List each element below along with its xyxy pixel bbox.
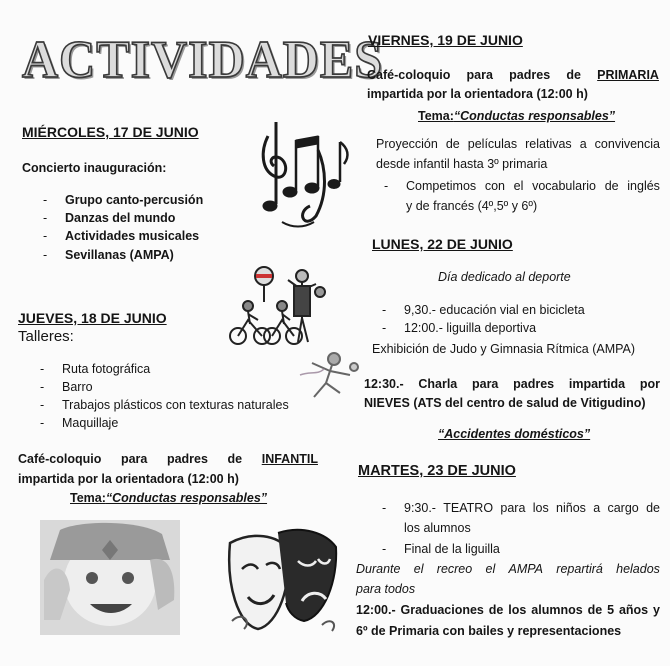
word: Graduaciones: [400, 603, 484, 617]
word: inglés: [627, 179, 660, 193]
word: padres: [513, 377, 555, 391]
tuesday-heading: MARTES, 23 DE JUNIO: [358, 463, 516, 479]
tema-label: Tema:: [418, 109, 454, 123]
graduation-line2: 6º de Primaria con bailes y representaciones: [356, 624, 622, 638]
word: Café-coloquio: [367, 68, 451, 82]
word: cargo: [607, 501, 639, 515]
theatre-masks-image: [222, 525, 342, 635]
cafe-infantil-line2: impartida por la orientadora (12:00 h): [18, 472, 239, 486]
word: - 9:30.-: [404, 501, 436, 515]
word: de: [445, 137, 460, 151]
word: años: [618, 603, 649, 617]
page-title: ACTIVIDADES: [22, 29, 384, 89]
word: el: [413, 562, 424, 576]
word: - Competimos: [406, 179, 477, 193]
word: niños: [556, 501, 586, 515]
word: 12:00.-: [356, 603, 396, 617]
word: de: [488, 603, 504, 617]
list-item: - Grupo canto-percusión: [65, 193, 203, 207]
word: los: [508, 603, 527, 617]
word: helados: [616, 562, 660, 576]
word: Café-coloquio: [18, 452, 102, 466]
projection-line2: desde infantil hasta 3º primaria: [376, 157, 548, 171]
word: el: [485, 562, 496, 576]
word: para: [500, 501, 526, 515]
cafe-level: PRIMARIA: [597, 68, 659, 82]
cafe-infantil-line1: [18, 452, 318, 466]
word: Durante: [356, 562, 401, 576]
word: para: [120, 452, 148, 466]
gymnast-image: [296, 345, 362, 407]
monday-subtitle: Día dedicado al deporte: [438, 270, 571, 284]
word: a: [579, 137, 587, 151]
cafe-level: INFANTIL: [261, 452, 318, 466]
word: de: [604, 179, 619, 193]
thursday-intro: Talleres:: [18, 328, 74, 345]
word: vocabulario: [532, 179, 597, 193]
wednesday-intro: Concierto inauguración:: [22, 161, 167, 175]
tema-primaria: [418, 109, 615, 123]
tema-infantil: [70, 491, 267, 505]
theatre-line1: [404, 501, 660, 515]
list-item: - 9,30.- educación vial en bicicleta: [404, 303, 585, 317]
tuesday-note-line2: para todos: [356, 582, 416, 596]
word: de: [566, 68, 581, 82]
cafe-primaria-line1: [367, 68, 659, 82]
word: de: [646, 501, 660, 515]
monday-talk-line2: NIEVES (ATS del centro de salud de Vitigudino): [364, 396, 646, 410]
list-item: - Trabajos plásticos con texturas naturales: [62, 398, 289, 412]
monday-talk-line1: [364, 377, 660, 391]
word: con: [484, 179, 505, 193]
word: AMPA: [508, 562, 544, 576]
word: padres: [509, 68, 551, 82]
graduation-line1: [356, 603, 660, 617]
word: para: [471, 377, 499, 391]
list-item: - Ruta fotográfica: [62, 362, 150, 376]
cafe-primaria-line2: impartida por la orientadora (12:00 h): [367, 87, 588, 101]
thursday-heading: JUEVES, 18 DE JUNIO: [18, 310, 167, 326]
word: de: [227, 452, 243, 466]
wednesday-heading: MIÉRCOLES, 17 DE JUNIO: [22, 124, 199, 140]
word: el: [513, 179, 524, 193]
word: TEATRO: [443, 501, 494, 515]
word: repartirá: [556, 562, 603, 576]
word: convivencia: [594, 137, 660, 151]
projection-line1: [376, 137, 660, 151]
word: impartida: [568, 377, 626, 391]
theatre-line2: los alumnos: [404, 521, 471, 535]
list-item: - Sevillanas (AMPA): [65, 248, 174, 262]
list-item: - Maquillaje: [62, 416, 118, 430]
road-safety-image: [228, 262, 328, 352]
list-item: - Final de la liguilla: [404, 542, 500, 556]
word: para: [466, 68, 493, 82]
monday-heading: LUNES, 22 DE JUNIO: [372, 236, 513, 252]
word: los: [532, 501, 549, 515]
word: Charla: [418, 377, 458, 391]
word: padres: [166, 452, 208, 466]
list-item: - Actividades musicales: [65, 229, 199, 243]
tuesday-note-line1: [356, 562, 660, 576]
word: Proyección: [376, 137, 438, 151]
word: 5: [607, 603, 615, 617]
competition-line1: [406, 179, 660, 193]
monday-exhibition: Exhibición de Judo y Gimnasia Rítmica (AMPA): [372, 342, 636, 356]
word: de: [587, 603, 603, 617]
word: 12:30.-: [364, 377, 404, 391]
word: películas: [467, 137, 518, 151]
face-painting-photo: [40, 520, 180, 635]
list-item: - Danzas del mundo: [65, 211, 175, 225]
word: por: [639, 377, 660, 391]
competition-line2: y de francés (4º,5º y 6º): [406, 199, 538, 213]
list-item: - Barro: [62, 380, 93, 394]
tema-text: “Conductas responsables”: [105, 491, 268, 505]
list-item: - 12:00.- liguilla deportiva: [404, 321, 536, 335]
friday-heading: VIERNES, 19 DE JUNIO: [368, 32, 523, 48]
word: alumnos: [531, 603, 583, 617]
word: y: [653, 603, 660, 617]
music-notes-image: [256, 112, 356, 232]
monday-topic: “Accidentes domésticos”: [438, 427, 591, 441]
tema-label: Tema:: [70, 491, 106, 505]
word: recreo: [436, 562, 473, 576]
word: relativas: [525, 137, 572, 151]
tema-text: “Conductas responsables”: [453, 109, 616, 123]
word: a: [593, 501, 601, 515]
